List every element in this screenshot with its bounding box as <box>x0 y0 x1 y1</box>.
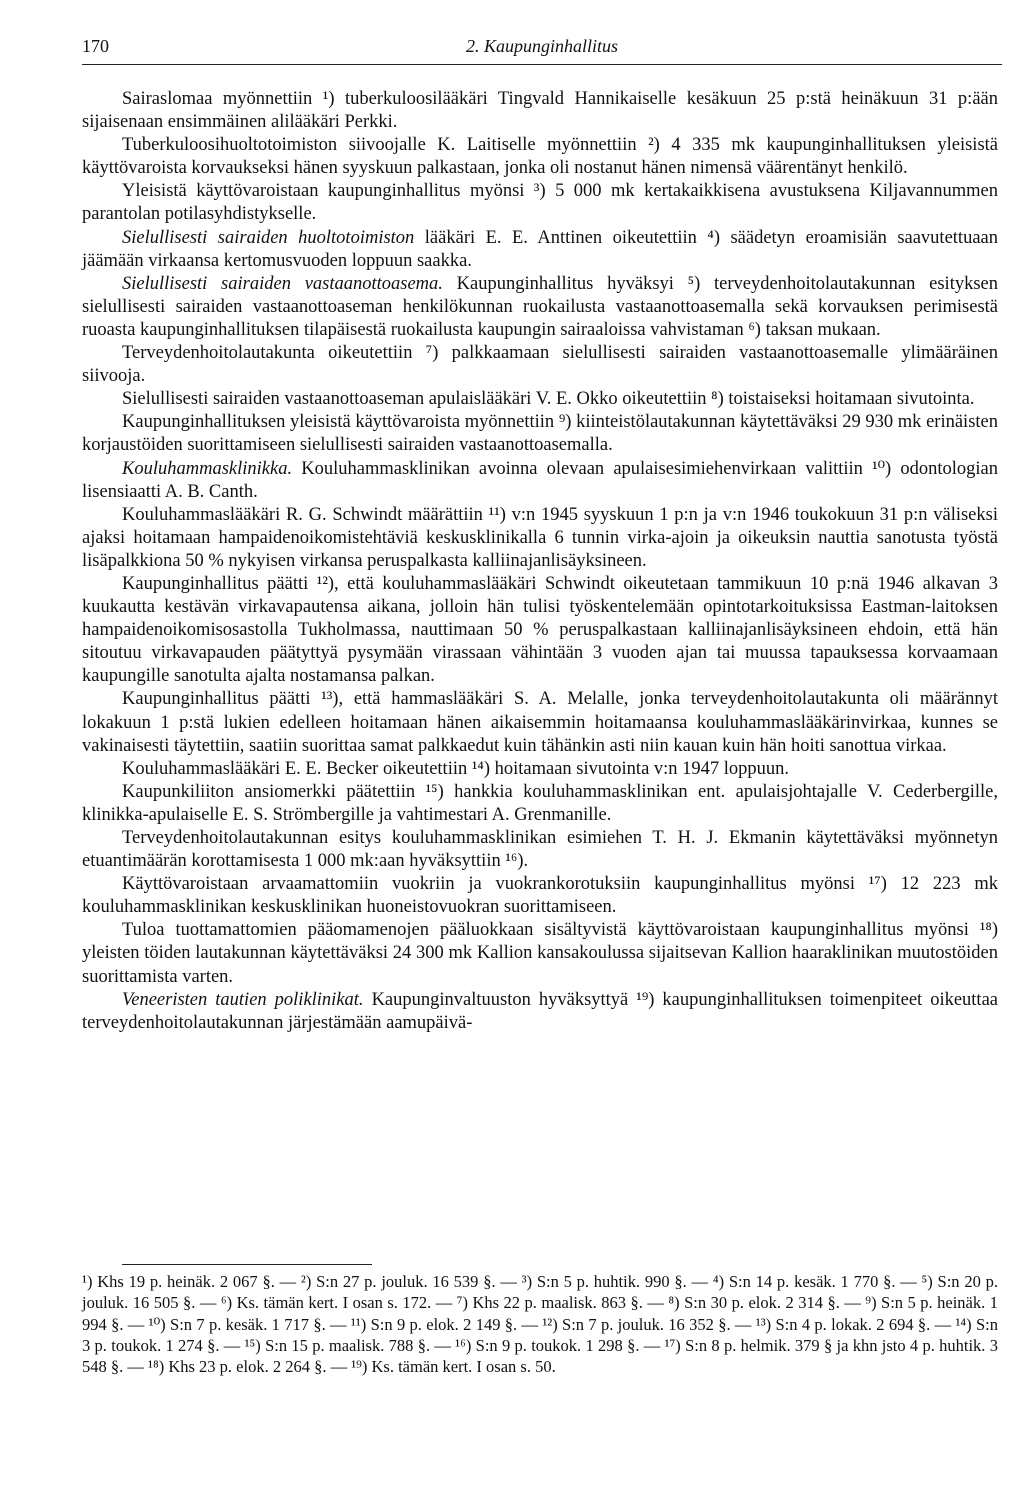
page-number: 170 <box>82 36 109 56</box>
paragraph-text: Kaupunginhallitus hyväksyi ⁵) terveydenhoitolautakunnan esityksen sielullisesti sairaiden vastaanottoaseman henkilökunnan ruokailusta vastaanottoasemalla sekä korvauksen perimisestä ruoasta kaupunginhallituksen tilapäisestä ruokailusta kaupungin sairaaloissa vahvistaman ⁶) taksan mukaan. <box>82 273 998 340</box>
paragraph <box>82 134 998 180</box>
paragraph <box>82 989 998 1035</box>
footnote-list <box>82 1271 998 1377</box>
paragraph-text: Kouluhammasklinikan avoinna olevaan apulaisesimiehenvirkaan valittiin ¹⁰) odontologian lisensiaatti A. B. Canth. <box>82 458 998 502</box>
paragraph <box>82 573 998 688</box>
paragraph-text: Käyttövaroistaan arvaamattomiin vuokriin ja vuokrankorotuksiin kaupunginhallitus myönsi ¹⁷) 12 223 mk kouluhammasklinikan keskusklinikan huoneistovuokran suorittamiseen. <box>82 874 998 918</box>
paragraph-text: Kaupunginhallitus päätti ¹²), että kouluhammaslääkäri Schwindt oikeutetaan tammikuun 10 p:nä 1946 alkavan 3 kuukautta kestävän virkavapautensa aikana, jolloin hän tulisi työskentelemään opintotarkoituksissa Eastman-laitoksen hampaidenoikomisosastolla Tukholmassa, nauttimaan 50 % peruspalkastaan kalliinajanlisäyksineen ehdoin, että hän sitoutuu virkavapauden päätyttyä pysymään virassaan vähintään 3 vuoden ajan tai muussa tapauksessa korvaamaan kaupungille sanotulta ajalta nostamansa palkan. <box>82 573 998 687</box>
body-text <box>82 88 998 1035</box>
paragraph-text: Kaupunginhallitus päätti ¹³), että hammaslääkäri S. A. Melalle, jonka terveydenhoitolautakunta oli määrännyt lokakuun 1 p:stä lukien edelleen hoitamaan hänen aikaisemmin hoitamaansa kouluhammaslääkärinvirkaa, kunnes se vakinaisesti täytettiin, saatiin suorittaa samat palkkaedut kuin tähänkin asti niin kauan kuin hän hoiti sanottua virkaa. <box>82 689 998 756</box>
paragraph <box>82 273 998 342</box>
section-lead: Veneeristen tautien poliklinikat. <box>122 989 364 1010</box>
paragraph <box>82 873 998 919</box>
paragraph-text: Tuberkuloosihuoltotoimiston siivoojalle K. Laitiselle myönnettiin ²) 4 335 mk kaupunginhallituksen yleisistä käyttövaroista korvaukseksi hänen syyskuun palkastaan, jonka oli nostanut hänen nimensä väärentänyt henkilö. <box>82 135 998 179</box>
paragraph-text: Kaupunginhallituksen yleisistä käyttövaroista myönnettiin ⁹) kiinteistölautakunnan käytettäväksi 29 930 mk erinäisten korjaustöiden suorittamiseen sielullisesti sairaiden vastaanottoasemalla. <box>82 412 998 456</box>
paragraph <box>82 688 998 757</box>
paragraph <box>82 504 998 573</box>
paragraph <box>82 919 998 988</box>
paragraph-text: lääkäri E. E. Anttinen oikeutettiin ⁴) säädetyn eroamisiän saavutettuaan jäämään virkaansa kertomusvuoden loppuun saakka. <box>82 227 998 271</box>
paragraph-text: Terveydenhoitolautakunnan esitys kouluhammasklinikan esimiehen T. H. J. Ekmanin käytettäväksi myönnetyn etuantimäärän korottamisesta 1 000 mk:aan hyväksyttiin ¹⁶). <box>82 828 998 872</box>
section-lead: Sielullisesti sairaiden huoltotoimiston <box>122 227 415 248</box>
paragraph-text: Tuloa tuottamattomien pääomamenojen pääluokkaan sisältyvistä käyttövaroistaan kaupunginhallitus myönsi ¹⁸) yleisten töiden lautakunnan käytettäväksi 24 300 mk Kallion kansakoulussa sijaitsevan Kallion haaraklinikan muutostöiden suorittamista varten. <box>82 920 998 987</box>
paragraph <box>82 388 998 411</box>
section-lead: Kouluhammasklinikka. <box>122 458 293 479</box>
paragraph-text: Sairaslomaa myönnettiin ¹) tuberkuloosilääkäri Tingvald Hannikaiselle kesäkuun 25 p:stä heinäkuun 31 p:ään sijaisenaan ensimmäinen alilääkäri Perkki. <box>82 89 998 133</box>
section-lead: Sielullisesti sairaiden vastaanottoasema. <box>122 273 443 294</box>
paragraph-text: Kaupunkiliiton ansiomerkki päätettiin ¹⁵) hankkia kouluhammasklinikan ent. apulaisjohtajalle V. Cederbergille, klinikka-apulaiselle E. S. Strömbergille ja vahtimestari A. Grenmanille. <box>82 781 998 825</box>
footnote-rule <box>122 1264 372 1265</box>
running-title: 2. Kaupunginhallitus <box>465 36 618 56</box>
paragraph <box>82 180 998 226</box>
paragraph-text: Kouluhammaslääkäri R. G. Schwindt määrättiin ¹¹) v:n 1945 syyskuun 1 p:n ja v:n 1946 toukokuun 31 p:n väliseksi ajaksi hoitamaan hampaidenoikomistehtäviä keskusklinikalla 6 tunnin virka-ajoin ja oikeuksin nauttia sanotusta työstä lisäpalkkiona 50 % nykyisen virkansa peruspalkasta kalliinajanlisäyksineen. <box>82 504 998 571</box>
paragraph <box>82 342 998 388</box>
paragraph <box>82 88 998 134</box>
paragraph-text: Kaupunginvaltuuston hyväksyttyä ¹⁹) kaupunginhallituksen toimenpiteet oikeuttaa terveydenhoitolautakunnan järjestämään aamupäivä- <box>82 989 998 1033</box>
paragraph <box>82 458 998 504</box>
paragraph <box>82 227 998 273</box>
paragraph-text: Yleisistä käyttövaroistaan kaupunginhallitus myönsi ³) 5 000 mk kertakaikkisena avustuksena Kiljavannummen parantolan potilasyhdistykselle. <box>82 181 998 225</box>
paragraph <box>82 758 998 781</box>
footnote: ¹) Khs 19 p. heinäk. 2 067 §. — ²) S:n 27 p. jouluk. 16 539 §. — ³) S:n 5 p. huhtik. 990 §. — ⁴) S:n 14 p. kesäk. 1 770 §. — ⁵) S:n 20 p. jouluk. 16 505 §. — ⁶) Ks. tämän kert. I osan s. 172. — ⁷) Khs 22 p. maalisk. 863 §. — ⁸) S:n 30 p. elok. 2 314 §. — ⁹) S:n 5 p. heinäk. 1 994 §. — ¹⁰) S:n 7 p. kesäk. 1 717 §. — ¹¹) S:n 9 p. elok. 2 149 §. — ¹²) S:n 7 p. jouluk. 16 352 §. — ¹³) S:n 4 p. lokak. 2 694 §. — ¹⁴) S:n 3 p. toukok. 1 274 §. — ¹⁵) S:n 15 p. maalisk. 788 §. — ¹⁶) S:n 9 p. toukok. 1 298 §. — ¹⁷) S:n 8 p. helmik. 379 § ja khn jsto 4 p. huhtik. 3 548 §. — ¹⁸) Khs 23 p. elok. 2 264 §. — ¹⁹) Ks. tämän kert. I osan s. 50. <box>82 1272 998 1377</box>
footnotes <box>82 1264 998 1377</box>
paragraph-text: Sielullisesti sairaiden vastaanottoaseman apulaislääkäri V. E. Okko oikeutettiin ⁸) toistaiseksi hoitamaan sivutointa. <box>122 389 975 410</box>
page-header <box>82 34 1002 65</box>
paragraph <box>82 781 998 827</box>
paragraph-text: Terveydenhoitolautakunta oikeutettiin ⁷) palkkaamaan sielullisesti sairaiden vastaanottoasemalle ylimääräinen siivooja. <box>82 343 998 387</box>
paragraph-text: Kouluhammaslääkäri E. E. Becker oikeutettiin ¹⁴) hoitamaan sivutointa v:n 1947 loppuun. <box>122 758 790 779</box>
paragraph <box>82 827 998 873</box>
paragraph <box>82 411 998 457</box>
